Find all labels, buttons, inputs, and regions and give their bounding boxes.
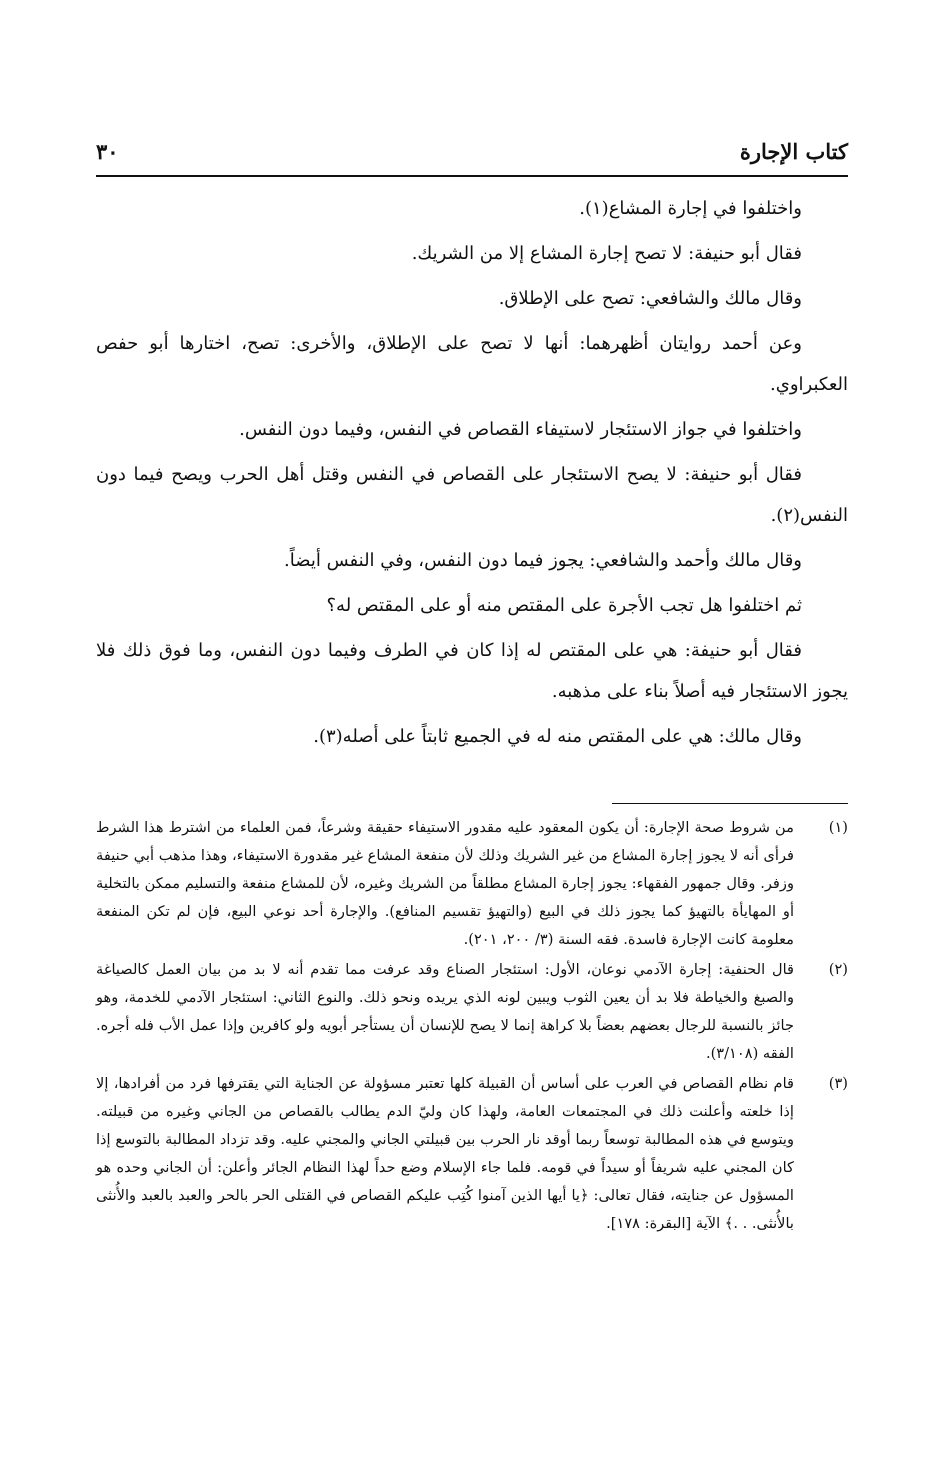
paragraph: وعن أحمد روايتان أظهرهما: أنها لا تصح على الإطلاق، والأخرى: تصح، اختارها أبو حفص العكبراوي. <box>96 333 848 395</box>
footnote-number: (٢) <box>828 961 848 978</box>
footnote-text: من شروط صحة الإجارة: أن يكون المعقود عليه مقدور الاستيفاء حقيقة وشرعاً، فمن العلماء من اشترط هذا الشرط فرأى أنه لا يجوز إجارة المشاع من غير الشريك وذلك لأن منفعة المشاع غير مقدورة الاستيفاء، وهذا مذهب أبي حنيفة وزفر. وقال جمهور الفقهاء: يجوز إجارة المشاع مطلقاً من الشريك وغيره، لأن للمشاع منفعة والتسليم ممكن بالتخلية أو المهايأة بالتهيؤ كما يجوز ذلك في البيع (والتهيؤ تقسيم المنافع). والإجارة أحد نوعي البيع، فإن لم تكن المنفعة معلومة كانت الإجارة فاسدة. فقه السنة (٣/ ٢٠٠، ٢٠١). <box>96 819 794 948</box>
paragraph: فقال أبو حنيفة: لا تصح إجارة المشاع إلا من الشريك. <box>411 243 802 264</box>
paragraph: فقال أبو حنيفة: لا يصح الاستئجار على القصاص في النفس وقتل أهل الحرب ويصح فيما دون النفس(٢). <box>96 464 848 526</box>
paragraph: وقال مالك وأحمد والشافعي: يجوز فيما دون النفس، وفي النفس أيضاً. <box>284 550 802 571</box>
footnote-text: قام نظام القصاص في العرب على أساس أن القبيلة كلها تعتبر مسؤولة عن الجناية التي يقترفها فرد من أفرادها، إلا إذا خلعته وأعلنت ذلك في المجتمعات العامة، ولهذا كان وليّ الدم يطالب بالقصاص من الجاني وغيره من قبيلته. ويتوسع في هذه المطالبة توسعاً ربما أوقد نار الحرب بين قبيلتي الجاني والمجني عليه. وقد تزداد المطالبة بالتوسع إذا كان المجني عليه شريفاً أو سيداً في قومه. فلما جاء الإسلام وضع حداً لهذا النظام الجائر وأعلن: أن الجاني وحده هو المسؤول عن جنايته، فقال تعالى: ﴿يا أيها الذين آمنوا كُتِب عليكم القصاص في القتلى الحر بالحر والعبد بالعبد والأُنثى بالأُنثى. . .﴾ الآية [البقرة: ١٧٨]. <box>96 1075 794 1232</box>
paragraph: وقال مالك: هي على المقتص منه له في الجميع ثابتاً على أصله(٣). <box>313 726 802 747</box>
footnote-separator <box>612 803 848 804</box>
page-header <box>96 135 848 177</box>
footnotes <box>96 814 848 1240</box>
footnote-number: (٣) <box>828 1075 848 1092</box>
paragraph: واختلفوا في إجارة المشاع(١). <box>579 198 802 219</box>
paragraph: وقال مالك والشافعي: تصح على الإطلاق. <box>498 288 802 309</box>
chapter-title: كتاب الإجارة <box>739 139 848 164</box>
footnote <box>96 1070 848 1238</box>
page-number: ٣٠ <box>96 139 119 164</box>
footnote-number: (١) <box>828 819 848 836</box>
paragraph: فقال أبو حنيفة: هي على المقتص له إذا كان في الطرف وفيما دون النفس، وما فوق ذلك فلا يجوز الاستئجار فيه أصلاً بناء على مذهبه. <box>96 640 848 702</box>
paragraph: واختلفوا في جواز الاستئجار لاستيفاء القصاص في النفس، وفيما دون النفس. <box>239 419 802 440</box>
footnote-text: قال الحنفية: إجارة الآدمي نوعان، الأول: استئجار الصناع وقد عرفت مما تقدم أنه لا بد من بيان العمل كالصياغة والصبغ والخياطة فلا بد أن يعين الثوب ويبين لونه الذي يريده ونحو ذلك. والنوع الثاني: استئجار الآدمي للخدمة، وهو جائز بالنسبة للرجال بعضهم بعضاً بلا كراهة إنما لا يصح للإنسان أن يستأجر أبويه ولو كافرين وإذا عمل الأب فله أجره. الفقه (٣/١٠٨). <box>96 961 794 1062</box>
footnote <box>96 956 848 1068</box>
paragraph: ثم اختلفوا هل تجب الأجرة على المقتص منه أو على المقتص له؟ <box>326 595 802 616</box>
main-text <box>96 188 848 761</box>
footnote <box>96 814 848 954</box>
